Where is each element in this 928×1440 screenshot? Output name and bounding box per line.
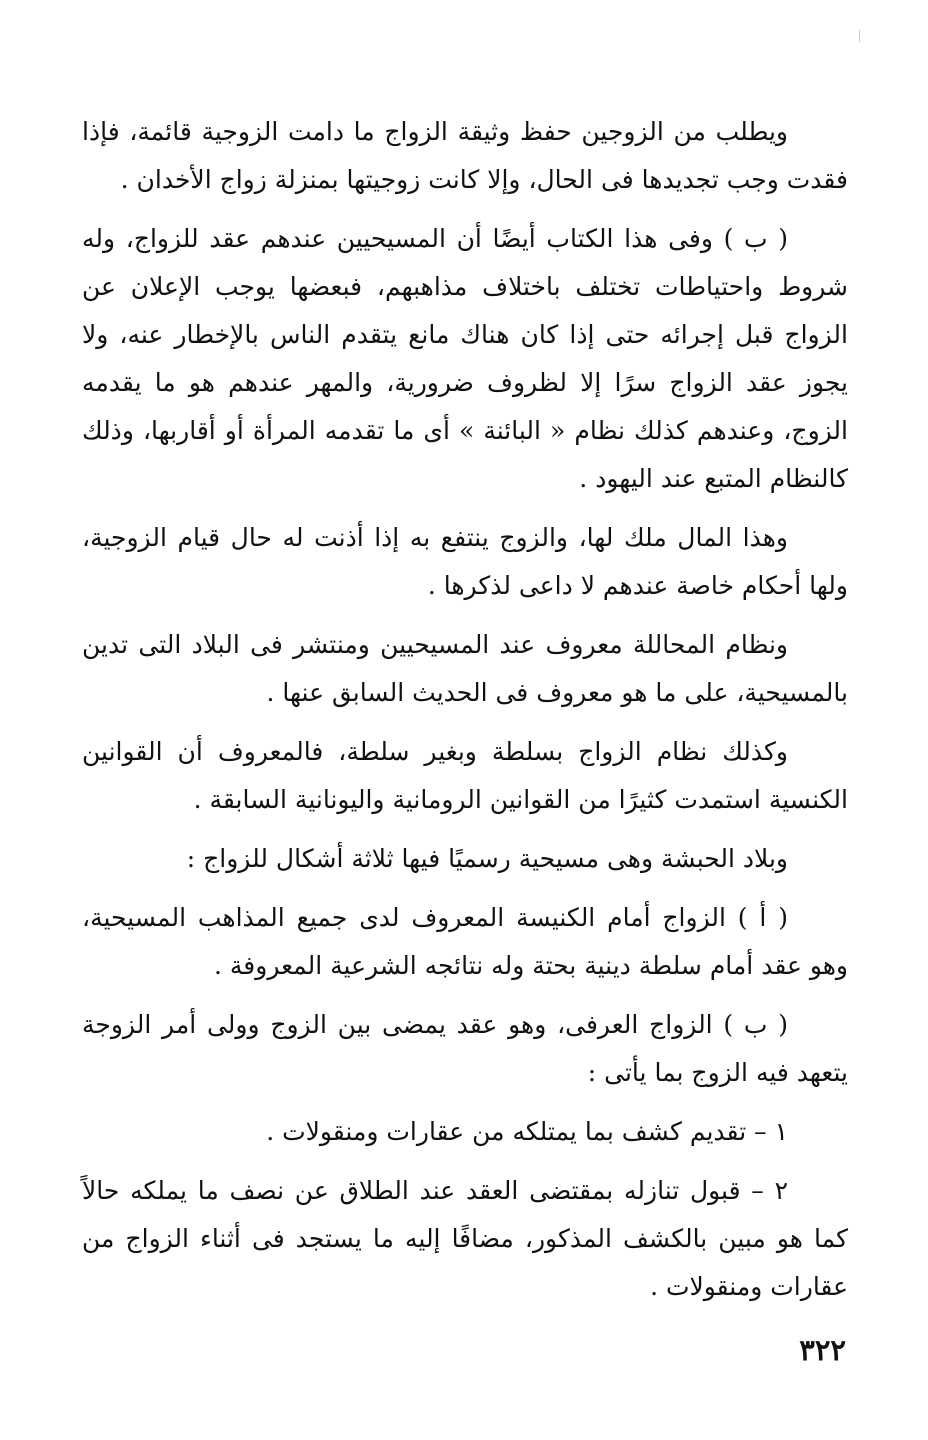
paragraph-8: ( ب ) الزواج العرفى، وهو عقد يمضى بين الزوج وولى أمر الزوجة يتعهد فيه الزوج بما يأتى : (82, 1010, 848, 1087)
paragraph-5: وكذلك نظام الزواج بسلطة وبغير سلطة، فالمعروف أن القوانين الكنسية استمدت كثيرًا من القوانين الرومانية واليونانية السابقة . (82, 737, 848, 814)
paragraph-1: ويطلب من الزوجين حفظ وثيقة الزواج ما دامت الزوجية قائمة، فإذا فقدت وجب تجديدها فى الحال، وإلا كانت زوجيتها بمنزلة زواج الأخدان . (82, 117, 848, 194)
paragraph-2: ( ب ) وفى هذا الكتاب أيضًا أن المسيحيين عندهم عقد للزواج، وله شروط واحتياطات تختلف باختلاف مذاهبهم، فبعضها يوجب الإعلان عن الزواج قبل إجرائه حتى إذا كان هناك مانع يتقدم الناس بالإخطار عنه، ولا يجوز عقد الزواج سرًا إلا لظروف ضرورية، والمهر عندهم هو ما يقدمه الزوج، وعندهم كذلك نظام « البائنة » أى ما تقدمه المرأة أو أقاربها، وذلك كالنظام المتبع عند اليهود . (82, 224, 848, 493)
paragraph-6: وبلاد الحبشة وهى مسيحية رسميًا فيها ثلاثة أشكال للزواج : (186, 844, 788, 873)
page-number: ٣٢٢ (799, 1333, 846, 1367)
paragraph-7: ( أ ) الزواج أمام الكنيسة المعروف لدى جميع المذاهب المسيحية، وهو عقد أمام سلطة دينية بحتة وله نتائجه الشرعية المعروفة . (82, 903, 848, 980)
scan-artifact (859, 30, 860, 42)
paragraph-4: ونظام المحاللة معروف عند المسيحيين ومنتشر فى البلاد التى تدين بالمسيحية، على ما هو معروف فى الحديث السابق عنها . (82, 630, 848, 707)
list-item-2: ٢ – قبول تنازله بمقتضى العقد عند الطلاق عن نصف ما يملكه حالاً كما هو مبين بالكشف المذكور، مضافًا إليه ما يستجد فى أثناء الزواج من عقارات ومنقولات . (82, 1176, 848, 1301)
paragraph-3: وهذا المال ملك لها، والزوج ينتفع به إذا أذنت له حال قيام الزوجية، ولها أحكام خاصة عندهم لا داعى لذكرها . (82, 523, 848, 600)
list-item-1: ١ – تقديم كشف بما يمتلكه من عقارات ومنقولات . (266, 1117, 788, 1146)
page-body (82, 108, 848, 1322)
